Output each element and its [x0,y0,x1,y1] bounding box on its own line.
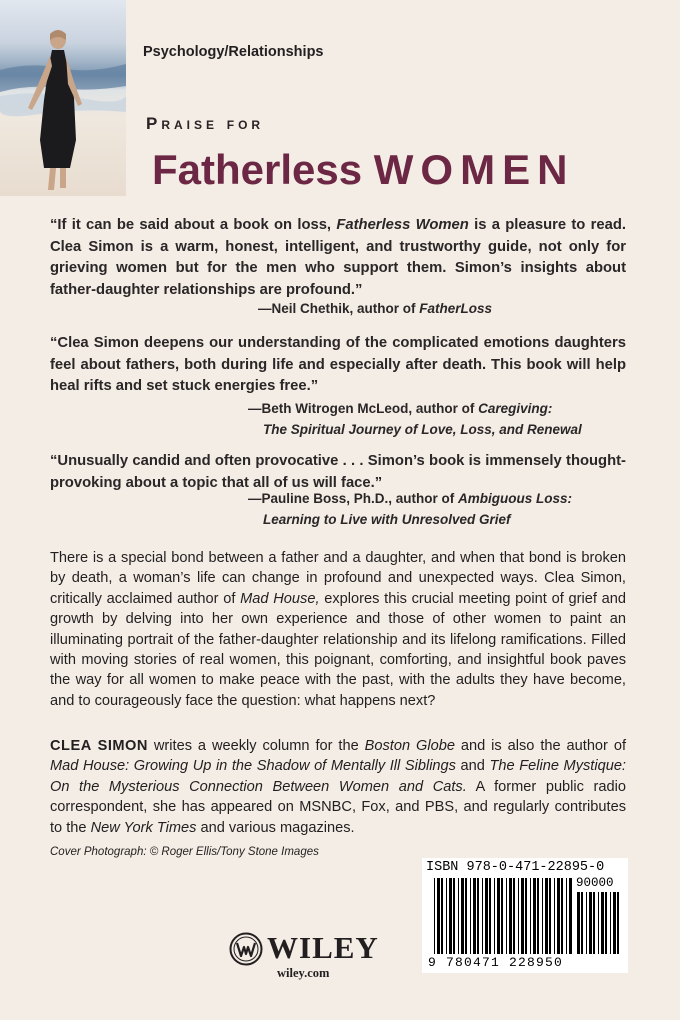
barcode-bar [434,878,435,954]
barcode-bar [549,878,551,954]
bio-text-1: writes a weekly column for the [147,738,365,754]
barcode-bar [598,892,599,954]
barcode-bar [617,892,619,954]
quote-1-text-a: “If it can be said about a book on loss, [50,217,337,233]
barcode-bar [554,878,555,954]
quote-2-attr-name: —Beth Witrogen McLeod, author of [248,401,479,416]
barcode-bar [525,878,527,954]
barcode-bar [593,892,595,954]
barcode-bar [506,878,507,954]
barcode-bar [509,878,512,954]
barcode-bar [542,878,543,954]
isbn-number: ISBN 978-0-471-22895-0 [426,860,605,875]
description-book-title: Mad House, [240,590,320,607]
barcode-bar [501,878,503,954]
barcode-bar [494,878,495,954]
quote-2-attr-book-2: The Spiritual Journey of Love, Loss, and Renewal [263,422,582,437]
barcode-bar [610,892,611,954]
ean-digits: 9 780471 228950 [428,955,564,970]
quote-1-book-title: Fatherless Women [336,217,469,233]
barcode-bar [458,878,459,954]
bio-italic-2: Mad House: Growing Up in the Shadow of Mentally Ill Siblings [50,758,456,775]
barcode-bar [482,878,483,954]
book-title [152,146,574,194]
quote-3-attr-book-2: Learning to Live with Unresolved Grief [263,512,511,527]
praise-quote-2: “Clea Simon deepens our understanding of the complicated emotions daughters feel about fathers, both during life and especially after death. This book will help heal rifts and set stuck energies free.” [50,335,626,394]
barcode-bar [589,892,592,954]
barcode-bar [557,878,560,954]
praise-quote-1 [50,215,626,301]
barcode-bar [537,878,539,954]
barcode-bar [518,878,519,954]
price-code: 90000 [576,876,614,890]
praise-for-label: Praise for [146,114,265,133]
barcode-bar [473,878,476,954]
title-caps: WOMEN [373,146,575,193]
quote-2-attribution [248,398,582,440]
bio-text-4: A former public radio correspondent, she has appeared on MSNBC, Fox, and PBS, and regularly contributes to the [50,778,626,836]
book-category: Psychology/Relationships [143,44,324,60]
author-bio [50,736,626,838]
barcode-bar [586,892,587,954]
quote-3-attr-name: —Pauline Boss, Ph.D., author of [248,491,459,506]
publisher-url: wiley.com [277,966,330,980]
bio-italic-4: New York Times [90,819,197,836]
description-text-a: There is a special bond between a father and a daughter, and when that bond is broken by death, a woman’s life can change in profound and unexpected ways. Clea Simon, critically acclaimed author of [50,550,626,607]
bio-text-5: and various magazines. [196,819,355,836]
barcode-bar [470,878,471,954]
barcode-bar [605,892,607,954]
woman-on-beach-illustration [0,0,126,196]
barcode-bar [533,878,536,954]
quote-2-attr-book-1: Caregiving: [478,401,553,416]
barcode-bar [446,878,447,954]
barcode-bar [485,878,488,954]
cover-photo [0,0,126,196]
barcode-bar [489,878,491,954]
bio-text-2: and is also the author of [454,738,627,754]
barcode-bar [569,878,572,954]
barcode-bar [581,892,583,954]
barcode-bar [461,878,464,954]
barcode-bar [530,878,531,954]
author-name: CLEA SIMON [50,738,148,754]
barcode-bar [465,878,467,954]
barcode-bar [601,892,604,954]
quote-1-attr-book: FatherLoss [419,301,493,316]
barcode-bar [521,878,524,954]
publisher-name: WILEY [267,930,379,965]
barcode-bar [441,878,443,954]
isbn-barcode [422,858,628,973]
quote-1-attr-name: —Neil Chethik, author of [258,301,420,316]
praise-quote-3: “Unusually candid and often provocative . . . Simon’s book is immensely thought-provoking about a topic that all of us will face.” [50,453,626,491]
publisher-logo [227,930,387,980]
quote-1-text-b: is a pleasure to read. Clea Simon is a warm, honest, intelligent, and trustworthy guide, not only for grieving women but for the men who support them. Simon’s insights about father-daughter relationships are profound.” [50,217,626,298]
photo-credit: Cover Photograph: © Roger Ellis/Tony Stone Images [50,846,319,858]
barcode-bar [613,892,616,954]
barcode-bar [513,878,515,954]
book-description [50,548,626,711]
bio-italic-1: Boston Globe [364,738,455,754]
title-main: Fatherless [152,146,363,193]
barcode-bar [497,878,500,954]
bio-italic-3: The Feline Mystique: On the Mysterious Connection Between Women and Cats. [50,758,626,795]
quote-1-attribution [258,298,492,319]
barcode-bar [477,878,479,954]
barcode-bar [566,878,567,954]
quote-3-attribution [248,488,572,530]
barcode-bar [449,878,452,954]
barcode-bar [437,878,440,954]
quote-3-attr-book-1: Ambiguous Loss: [458,491,573,506]
bio-text-3: and [455,758,490,775]
description-text-b: explores this crucial meeting point of grief and growth by delving into her own experience and those of other women to paint an illuminating portrait of the father-daughter relationship and its lifelong ramifications. Filled with moving stories of real women, this poignant, comforting, and insightful book paves the way for all women to make peace with the past, with the adults they have become, and to courageously face the question: what happens next? [50,590,626,709]
barcode-bar [453,878,455,954]
barcode-bar [561,878,563,954]
barcode-bar [577,892,580,954]
wiley-emblem-icon [229,932,263,966]
barcode-bar [545,878,548,954]
